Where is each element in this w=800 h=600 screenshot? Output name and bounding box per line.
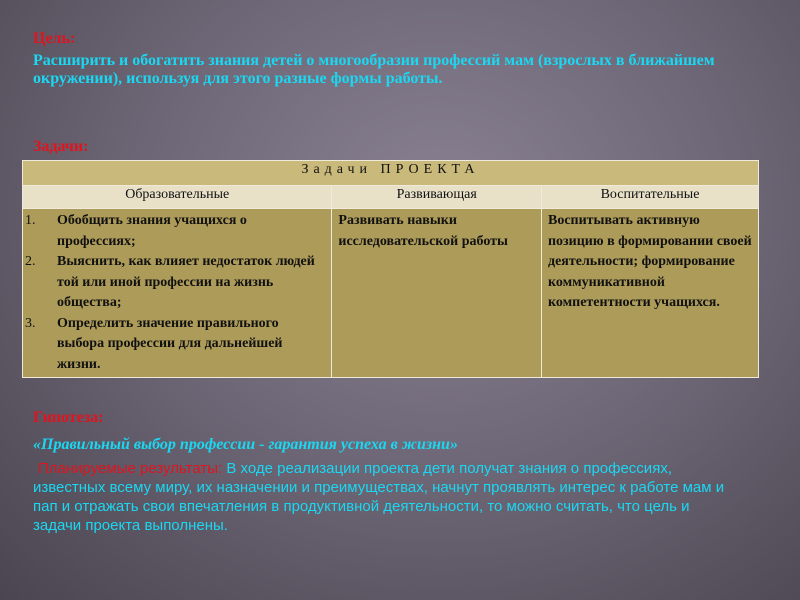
list-item-text: Выяснить, как влияет недостаток людей той или иной профессии на жизнь общества; [57,254,315,310]
results-label: Планируемые результаты: [38,460,223,477]
list-item-number: 3. [25,315,36,331]
table-title-row [23,161,759,186]
header-upbringing: Воспитательные [541,186,758,209]
list-item [25,314,327,376]
table-body-row [23,209,759,378]
goal-text: Расширить и обогатить знания детей о многообразии профессий мам (взрослых в ближайшем окружении), используя для этого разные формы работы. [33,52,715,87]
list-item-text: Определить значение правильного выбора профессии для дальнейшей жизни. [57,315,283,372]
list-item-number: 2. [25,254,36,269]
list-item-number: 1. [25,213,36,228]
list-item [25,211,327,252]
goal-label: Цель: [33,30,76,47]
developmental-cell: Развивать навыки исследовательской работы [332,209,542,378]
upbringing-cell: Воспитывать активную позицию в формировании своей деятельности; формирование коммуникативной компетентности учащихся. [541,209,758,378]
header-developmental: Развивающая [332,186,542,209]
table-title: Задачи ПРОЕКТА [23,161,759,186]
tasks-label: Задачи: [33,138,89,155]
header-educational: Образовательные [23,186,332,209]
table-header-row [23,186,759,209]
hypothesis-text: «Правильный выбор профессии - гарантия успеха в жизни» [33,436,458,453]
results-paragraph [33,459,733,535]
tasks-table [22,160,759,378]
educational-list [25,211,327,375]
list-item [25,252,327,314]
list-item-text: Обобщить знания учащихся о профессиях; [57,213,247,249]
hypothesis-label: Гипотеза: [33,409,104,426]
results-text: В ходе реализации проекта дети получат знания о профессиях, известных всему миру, их назначении и преимуществах, начнут проявлять интерес к работе мам и пап и отражать свои впечатления в продуктивной деятельности, то можно считать, что цель и задачи проекта выполнены. [33,460,725,534]
educational-cell [23,209,332,378]
